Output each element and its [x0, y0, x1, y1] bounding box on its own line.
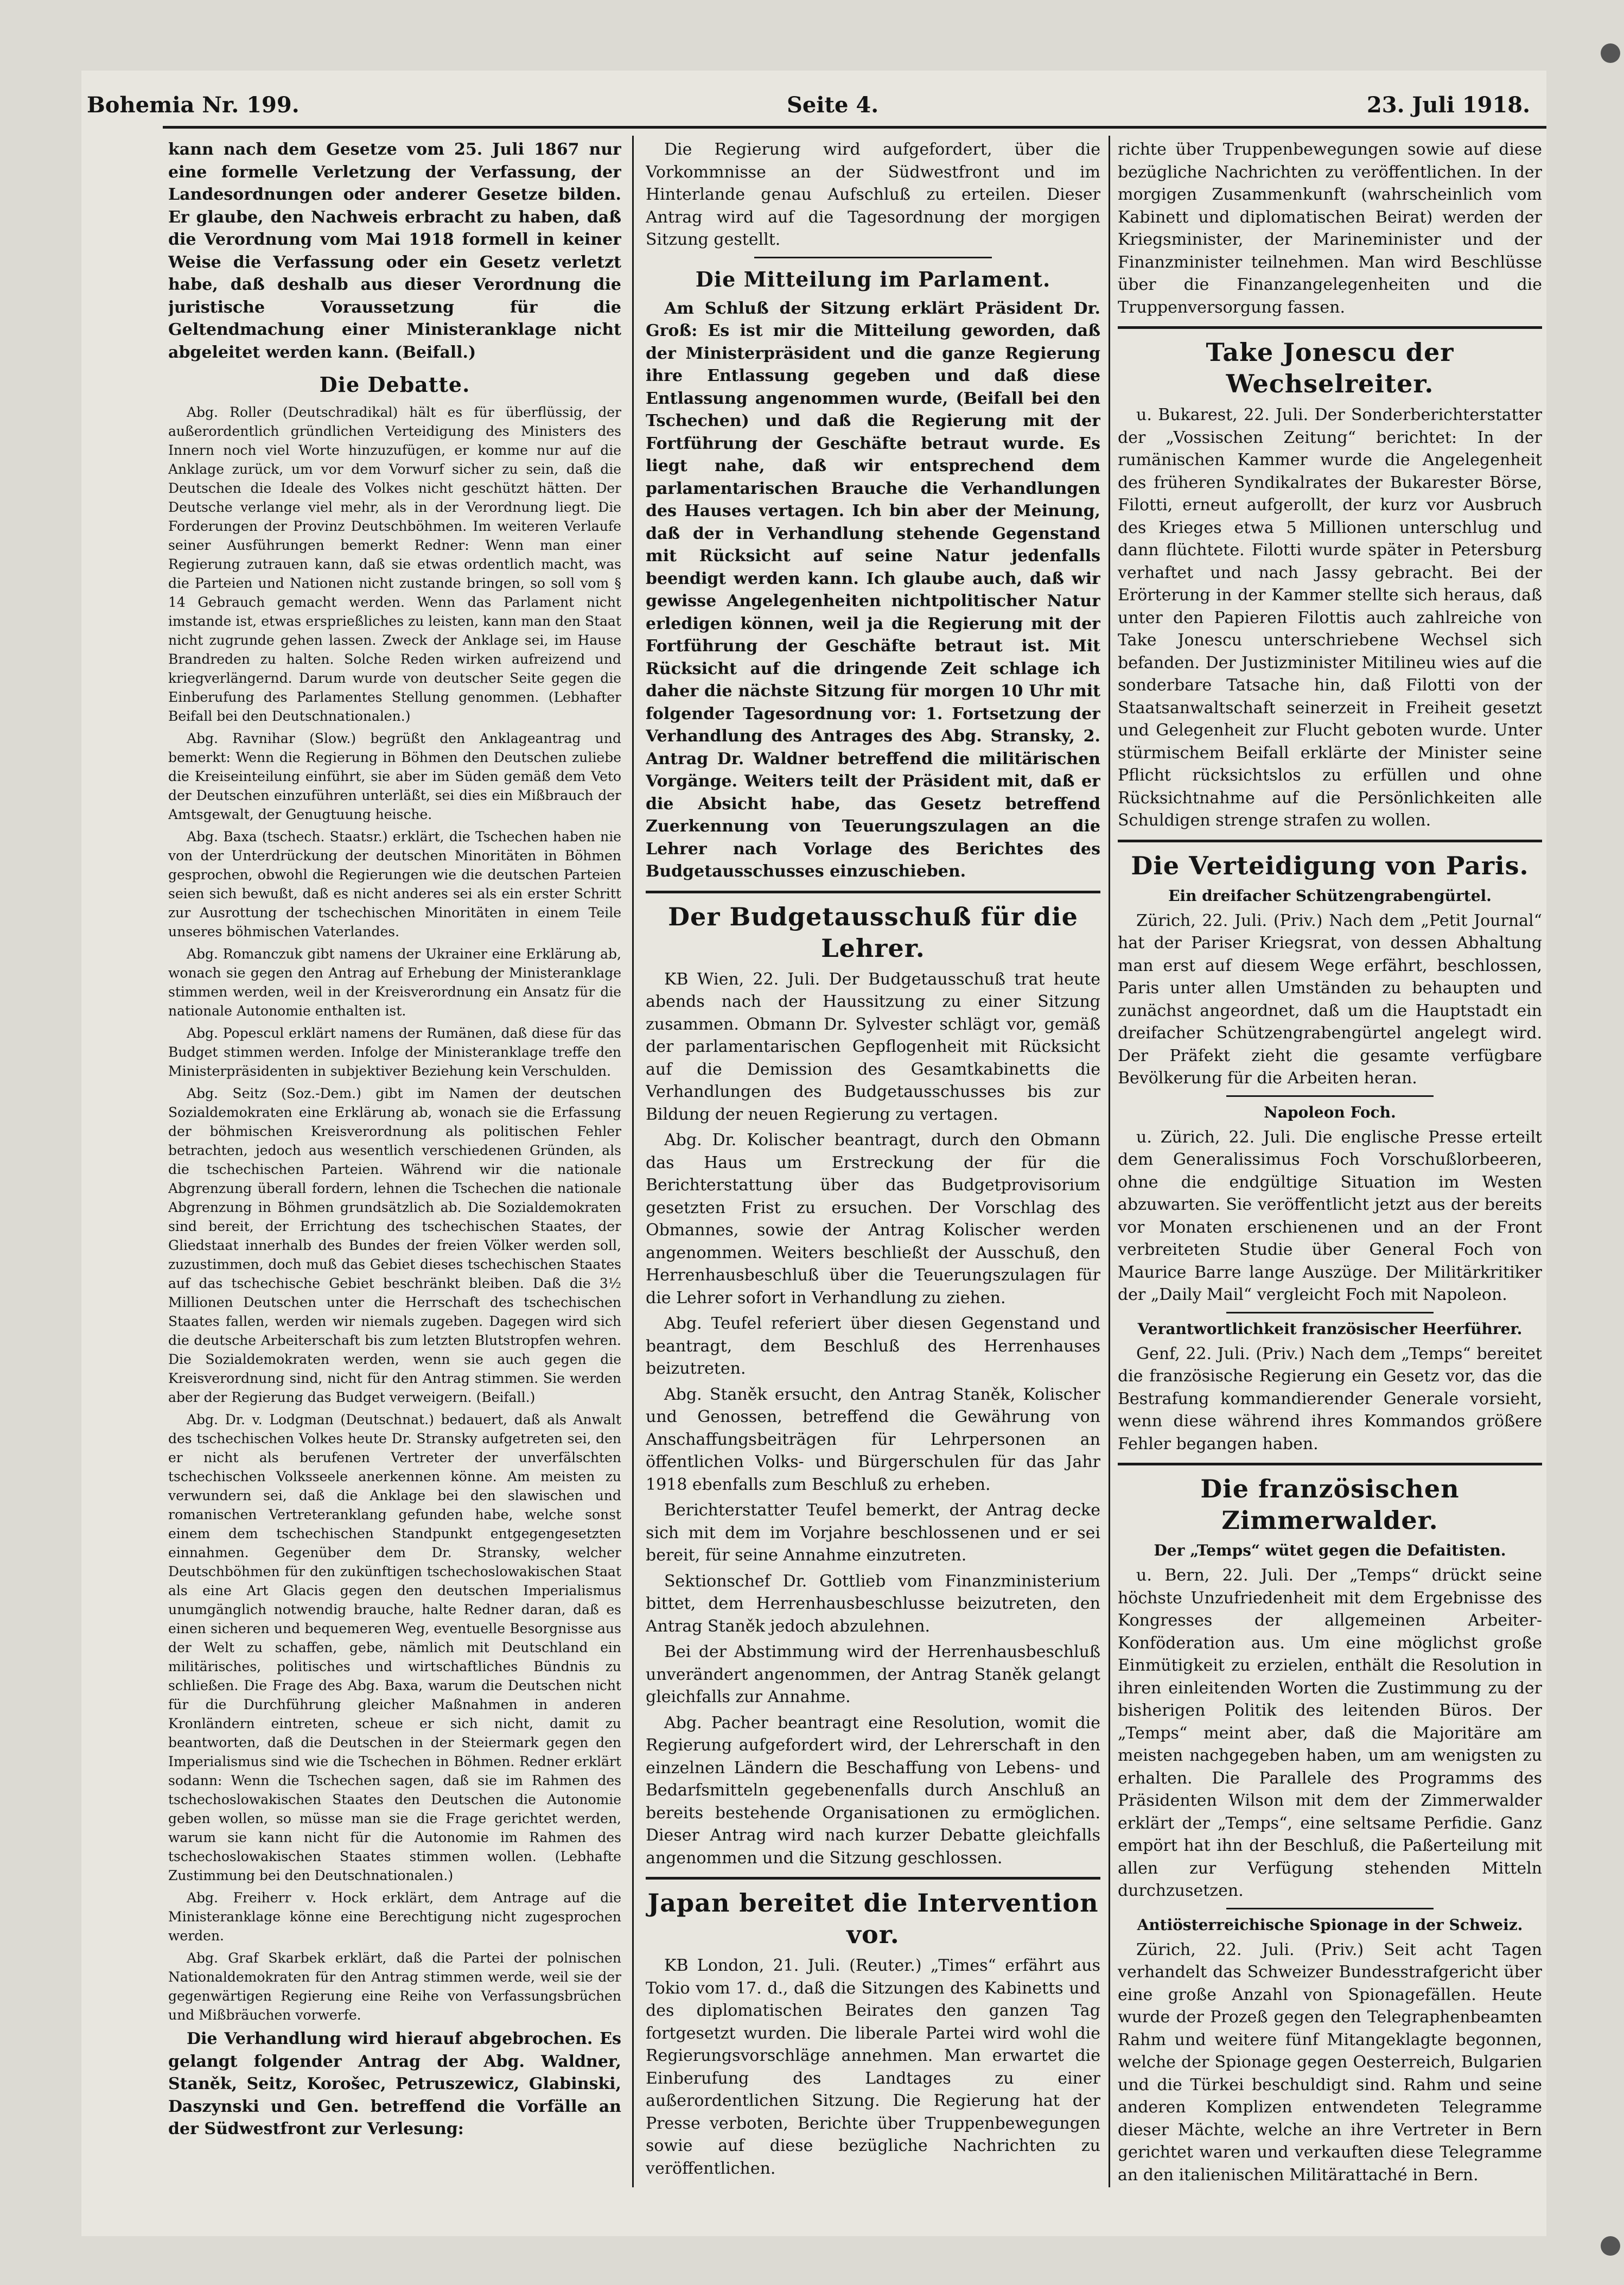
spionage-body: Zürich, 22. Juli. (Priv.) Seit acht Tagen verhandelt das Schweizer Bundesstrafgericht über eine große Anzahl von Spionagefällen. Heute wurde der Prozeß gegen den Telegraphenbeamten Rahm und weitere fünf Mitangeklagte begonnen, welche der Spionage gegen Oesterreich, Bulgarien und die Türkei beschuldigt sind. Rahm und seine anderen Komplizen entwendeten Telegramme dieser Mächte, welche an ihre Vertreter in Bern gerichtet waren und verkauften diese Telegramme an den italienischen Militärattaché in Bern. — [1118, 1940, 1542, 2185]
mitteilung-headline: Die Mitteilung im Parlament. — [695, 266, 1051, 291]
budget-headline: Der Budgetausschuß für die Lehrer. — [668, 902, 1078, 963]
section-divider — [1118, 1463, 1542, 1465]
masthead-issue: Bohemia Nr. 199. — [87, 92, 300, 118]
speech-romanczuk: Abg. Romanczuk gibt namens der Ukrainer eine Erklärung ab, wonach sie gegen den Antrag auf Erhebung der Ministeranklage stimmen werden, weil in der Kreisverordnung ein Ansatz für die nationale Autonomie enthalten ist. — [168, 946, 621, 1019]
verantwortlichkeit-body: Genf, 22. Juli. (Priv.) Nach dem „Temps“ bereitet die französische Regierung ein Gesetz vor, das die Bestrafung kommandierender Generale vorsieht, wenn diese während ihres Kommandos größere Fehler begangen haben. — [1118, 1344, 1542, 1453]
take-jonescu-body: u. Bukarest, 22. Juli. Der Sonderberichterstatter der „Vossischen Zeitung“ berichtet: In der rumänischen Kammer wurde die Angelegenheit des früheren Syndikalrates der Bukarester Börse, Filotti, erneut aufgerollt, der kurz vor Ausbruch des Krieges etwa 5 Millionen unterschlug und dann flüchtete. Filotti wurde später in Petersburg verhaftet und nach Jassy gebracht. Bei der Erörterung in der Kammer stellte sich heraus, daß unter den Papieren Filottis auch zahlreiche von Take Jonescu unterschriebene Wechsel sich befanden. Der Justizminister Mitilineu wies auf die sonderbare Tatsache hin, daß Filotti von der Staatsanwaltschaft seinerzeit in Freiheit gesetzt und Gelegenheit zur Flucht geboten wurde. Unter stürmischem Beifall erklärte der Minister seine Pflicht rücksichtslos zu erfüllen und ohne Rücksichtnahme auf die Persönlichkeiten alle Schuldigen strenge strafen zu wollen. — [1118, 405, 1542, 830]
antrag-text: Die Regierung wird aufgefordert, über die Vorkommnisse an der Südwestfront und im Hinterlande genau Aufschluß zu erteilen. Dieser Antrag wird auf die Tagesordnung der morgigen Sitzung gestellt. — [646, 140, 1100, 249]
binding-hole-top — [1601, 43, 1620, 63]
zimmerwalder-headline: Die französischen Zimmerwalder. — [1200, 1474, 1460, 1535]
column-1 — [168, 138, 621, 2185]
verhandlung-closing: Die Verhandlung wird hierauf abgebrochen. Es gelangt folgender Antrag der Abg. Waldner, Staněk, Seitz, Korošec, Petruszewicz, Glabinski, Daszynski und Gen. betreffend die Vorfälle an der Südwestfront zur Verlesung: — [168, 2029, 621, 2138]
budget-paragraph: Abg. Teufel referiert über diesen Gegenstand und beantragt, dem Beschluß des Herrenhauses beizutreten. — [646, 1314, 1100, 1378]
foch-body: u. Zürich, 22. Juli. Die englische Presse erteilt dem Generalissimus Foch Vorschußlorbeeren, ohne die endgültige Situation im Westen abzuwarten. Sie veröffentlicht jetzt aus der bereits vor Monaten erschienenen und an der Front verbreiteten Studie über General Foch von Maurice Barre lange Auszüge. Der Militärkritiker der „Daily Mail“ vergleicht Foch mit Napoleon. — [1118, 1127, 1542, 1304]
speech-ravnihar: Abg. Ravnihar (Slow.) begrüßt den Anklageantrag und bemerkt: Wenn die Regierung in Böhmen den Deutschen zuliebe die Kreiseinteilung einführt, sie aber im Süden gemäß dem Veto der Deutschen einzuführen unterläßt, sei dies ein Mißbrauch der Amtsgewalt, der Genugtuung heische. — [168, 731, 621, 822]
japan-continuation: richte über Truppenbewegungen sowie auf diese bezügliche Nachrichten zu veröffentlichen. In der morgigen Zusammenkunft (wahrscheinlich vom Kabinett und diplomatischen Beirat) werden der Kriegsminister, der Marineminister und der Finanzminister teilnehmen. Man wird Beschlüsse über die Finanzangelegenheiten und die Truppenversorgung fassen. — [1118, 140, 1542, 317]
zimmerwalder-body: u. Bern, 22. Juli. Der „Temps“ drückt seine höchste Unzufriedenheit mit dem Ergebnisse des Kongresses der allgemeinen Arbeiter-Konföderation aus. Um eine möglichst große Einmütigkeit zu erzielen, enthält die Resolution in ihren einleitenden Worten die Zustimmung zu der bisherigen Politik des leitenden Büros. Der „Temps“ meint aber, daß die Majoritäre am meisten nachgegeben haben, um am wenigsten zu erhalten. Die Parallele des Programms des Präsidenten Wilson mit dem der Zimmerwalder erklärt der „Temps“, eine seltsame Perfidie. Ganz empört hat ihn der Beschluß, die Paßerteilung mit allen zur Verfügung stehenden Mitteln durchzusetzen. — [1118, 1566, 1542, 1900]
budget-paragraph: Abg. Dr. Kolischer beantragt, durch den Obmann das Haus um Erstreckung der für die Berichterstattung über das Budgetprovisorium gesetzten Frist zu ersuchen. Der Vorschlag des Obmannes, sowie der Antrag Kolischer werden angenommen. Weiters beschließt der Ausschuß, den Herrenhausbeschluß über die Teuerungszulagen für die Lehrer sofort in Verhandlung zu ziehen. — [646, 1131, 1100, 1307]
paris-headline: Die Verteidigung von Paris. — [1131, 850, 1529, 880]
verantwortlichkeit-headline: Verantwortlichkeit französischer Heerführer. — [1137, 1319, 1523, 1338]
section-divider — [1226, 1095, 1434, 1097]
zimmerwalder-subheadline: Der „Temps“ wütet gegen die Defaitisten. — [1154, 1541, 1506, 1559]
speech-lodgman: Abg. Dr. v. Lodgman (Deutschnat.) bedauert, daß als Anwalt des tschechischen Volkes heute Dr. Stransky aufgetreten sei, den er nicht als berufenen Vertreter der unverfälschten tschechischen Volksseele anerkennen könne. Am meisten zu verwundern sei, daß die Anklage bei den slawischen und romanischen Vertreteranklang gefunden habe, welche sonst einem dem tschechischen Standpunkt entgegengesetzten einnahmen. Gegenüber dem Dr. Stransky, welcher Deutschböhmen für den zukünftigen tschechoslowakischen Staat als eine Art Glacis gegen den deutschen Imperialismus unumgänglich notwendig brauche, halte Redner daran, daß es einen sicheren und bequemeren Weg, eventuelle Besorgnisse aus der Welt zu schaffen, gebe, nämlich mit Deutschland ein militärisches, politisches und wirtschaftliches Bündnis zu schließen. Die Frage des Abg. Baxa, warum die Deutschen nicht für die Durchführung gleicher Maßnahmen in anderen Kronländern eintreten, scheue er sich nicht, damit zu beantworten, daß die Deutschen in der Steiermark gegen den Imperialismus sind wie die Tschechen in Böhmen. Redner erklärt sodann: Wenn die Tschechen sagen, daß sie im Rahmen des tschechoslowakischen Staates den Deutschen die Autonomie geben wollen, so müsse man sie die Frage gerichtet werden, warum sie kann nicht für die Autonomie im Rahmen des tschechoslowakischen Staates stimmen wollen. (Lebhafte Zustimmung bei den Deutschnationalen.) — [168, 1412, 621, 1883]
paris-subheadline: Ein dreifacher Schützengrabengürtel. — [1168, 886, 1492, 905]
column-3 — [1118, 138, 1542, 2185]
section-divider — [1226, 1312, 1434, 1313]
debatte-headline: Die Debatte. — [319, 372, 470, 397]
article-continuation: kann nach dem Gesetze vom 25. Juli 1867 nur eine formelle Verletzung der Verfassung, der Landesordnungen oder anderer Gesetze bilden. Er glaube, den Nachweis erbracht zu haben, daß die Verordnung vom Mai 1918 formell in keiner Weise die Verfassung oder ein Gesetz verletzt habe, daß deshalb aus dieser Verordnung die juristische Voraussetzung für die Geltendmachung einer Ministeranklage nicht abgeleitet werden kann. (Beifall.) — [168, 140, 621, 362]
speech-roller: Abg. Roller (Deutschradikal) hält es für überflüssig, der außerordentlich gründlichen Verteidigung des Ministers des Innern noch viel Worte hinzuzufügen, er komme nur auf die Anklage zurück, um vor dem Vorwurf sicher zu sein, daß die Deutschen die Ideale des Volkes nicht geschützt hätten. Der Deutsche verlange viel mehr, als in der Verordnung liegt. Die Forderungen der Provinz Deutschböhmen. Im weiteren Verlaufe seiner Ausführungen bemerkt Redner: Wenn man einer Regierung zutrauen kann, daß sie etwas ordentlich macht, was die Parteien und Nationen nicht zustande bringen, so soll vom § 14 Gebrauch gemacht werden. Wenn das Parlament nicht imstande ist, etwas ersprießliches zu leisten, kann man den Staat nicht zugrunde gehen lassen. Zweck der Anklage sei, im Hause Brandreden zu halten. Solche Reden wirken aufreizend und kriegverlängernd. Darum wurde von deutscher Seite gegen die Einberufung des Parlamentes Stellung genommen. (Lebhafter Beifall bei den Deutschnationalen.) — [168, 404, 621, 724]
issue-date: 23. Juli 1918. — [1366, 92, 1530, 118]
japan-headline: Japan bereitet die Intervention vor. — [647, 1888, 1099, 1949]
speech-skarbek: Abg. Graf Skarbek erklärt, daß die Partei der polnischen Nationaldemokraten für den Antrag stimmen werde, weil sie der gegenwärtigen Regierung eine Reihe von Verfassungsbrüchen und Mißbräuchen vorwerfe. — [168, 1950, 621, 2023]
budget-paragraph: Abg. Pacher beantragt eine Resolution, womit die Regierung aufgefordert wird, der Lehrerschaft in den einzelnen Ländern die Beschaffung von Lebens- und Bedarfsmitteln gegebenenfalls durch Anschluß an bereits bestehende Organisationen zu ermöglichen. Dieser Antrag wird nach kurzer Debatte gleichfalls angenommen und die Sitzung geschlossen. — [646, 1713, 1100, 1868]
page-number: Seite 4. — [787, 92, 879, 118]
budget-paragraph: Berichterstatter Teufel bemerkt, der Antrag decke sich mit dem im Vorjahre beschlossenen und er sei bereit, für seine Annahme einzutreten. — [646, 1501, 1100, 1565]
section-divider — [646, 1877, 1100, 1880]
column-divider-2 — [1109, 136, 1110, 2187]
section-divider — [1118, 840, 1542, 842]
take-jonescu-headline: Take Jonescu der Wechselreiter. — [1206, 338, 1454, 398]
page-header — [81, 87, 1546, 130]
speech-popescul: Abg. Popescul erklärt namens der Rumänen, daß diese für das Budget stimmen werden. Infolge der Ministeranklage treffe den Ministerpräsidenten in subjektiver Beziehung kein Verschulden. — [168, 1025, 621, 1079]
section-divider — [754, 257, 992, 258]
japan-body: KB London, 21. Juli. (Reuter.) „Times“ erfährt aus Tokio vom 17. d., daß die Sitzungen des Kabinetts und des diplomatischen Beirates den ganzen Tag fortgesetzt wurden. Die liberale Partei wird wohl die Regierungsvorschläge annehmen. Man erwartet die Einberufung des Landtages zu einer außerordentlichen Sitzung. Die Regierung hat der Presse verboten, Berichte über Truppenbewegungen sowie auf diese bezügliche Nachrichten zu veröffentlichen. — [646, 1956, 1100, 2178]
speech-hock: Abg. Freiherr v. Hock erklärt, dem Antrage auf die Ministeranklage könne eine Berechtigung nicht zugesprochen werden. — [168, 1890, 621, 1944]
budget-paragraph: Bei der Abstimmung wird der Herrenhausbeschluß unverändert angenommen, der Antrag Staněk gelangt gleichfalls zur Annahme. — [646, 1642, 1100, 1706]
foch-headline: Napoleon Foch. — [1264, 1103, 1396, 1121]
speech-baxa: Abg. Baxa (tschech. Staatsr.) erklärt, die Tschechen haben nie von der Unterdrückung der deutschen Minoritäten in Böhmen gesprochen, obwohl die Regierungen wie die deutschen Parteien seien sich bewußt, daß es nicht anderes sei als ein erster Schritt zur Ausrottung der tschechischen Minoritäten in einem Teile unseres böhmischen Vaterlandes. — [168, 829, 621, 940]
section-divider — [1118, 326, 1542, 329]
header-rule — [163, 126, 1546, 129]
column-divider-1 — [632, 136, 634, 2187]
mitteilung-body: Am Schluß der Sitzung erklärt Präsident Dr. Groß: Es ist mir die Mitteilung geworden, daß der Ministerpräsident und die ganze Regierung ihre Entlassung gegeben und daß diese Entlassung angenommen wurde, (Beifall bei den Tschechen) und daß die Regierung mit der Fortführung der Geschäfte betraut wurde. Es liegt nahe, daß wir entsprechend dem parlamentarischen Brauche die Verhandlungen des Hauses vertagen. Ich bin aber der Meinung, daß der in Verhandlung stehende Gegenstand mit Rücksicht auf seine Natur jedenfalls beendigt werden kann. Ich glaube auch, daß wir gewisse Angelegenheiten nichtpolitischer Natur erledigen können, weil ja die Regierung mit der Fortführung der Geschäfte betraut ist. Mit Rücksicht auf die dringende Zeit schlage ich daher die nächste Sitzung für morgen 10 Uhr mit folgender Tagesordnung vor: 1. Fortsetzung der Verhandlung des Antrages des Abg. Stransky, 2. Antrag Dr. Waldner betreffend die militärischen Vorgänge. Weiters teilt der Präsident mit, daß er die Absicht habe, das Gesetz betreffend Zuerkennung von Teuerungszulagen an die Lehrer nach Vorlage des Berichtes des Budgetausschusses einzuschieben. — [646, 299, 1100, 881]
speech-seitz: Abg. Seitz (Soz.-Dem.) gibt im Namen der deutschen Sozialdemokraten eine Erklärung ab, wonach sie die Erfassung der böhmischen Kreisverordnung als politischen Fehler betrachten, jedoch aus wesentlich verschiedenen Gründen, als die tschechischen Parteien. Während wir die nationale Abgrenzung überall fordern, lehnen die Tschechen die nationale Abgrenzung in Böhmen grundsätzlich ab. Die Sozialdemokraten sind bereit, der Errichtung des tschechischen Staates, der Gliedstaat innerhalb des Bundes der freien Völker werden soll, zuzustimmen, doch muß das Gebiet dieses tschechischen Staates auf das tschechische Gebiet beschränkt bleiben. Daß die 3½ Millionen Deutschen unter die Herrschaft des tschechischen Staates fallen, werden wir niemals zugeben. Dagegen wird sich die deutsche Arbeiterschaft bis zum letzten Blutstropfen wehren. Die Sozialdemokraten werden, wenn sie auch gegen die Kreisverordnung sind, nicht für den Antrag stimmen. Sie werden aber der Regierung das Budget verweigern. (Beifall.) — [168, 1086, 621, 1405]
budget-paragraph: KB Wien, 22. Juli. Der Budgetausschuß trat heute abends nach der Haussitzung zu einer Sitzung zusammen. Obmann Dr. Sylvester schlägt vor, gemäß der parlamentarischen Gepflogenheit mit Rücksicht auf die Demission des Gesamtkabinetts die Verhandlungen des Budgetausschusses bis zur Bildung der neuen Regierung zu vertagen. — [646, 969, 1100, 1124]
section-divider — [1226, 1908, 1434, 1909]
paris-body: Zürich, 22. Juli. (Priv.) Nach dem „Petit Journal“ hat der Pariser Kriegsrat, von dessen Abhaltung man erst auf diesem Wege erfährt, beschlossen, Paris unter allen Umständen zu behaupten und zunächst angeordnet, daß um die Hauptstadt ein dreifacher Schützengrabengürtel angelegt wird. Der Präfekt zieht die gesamte verfügbare Bevölkerung für die Arbeiten heran. — [1118, 911, 1542, 1088]
section-divider — [646, 891, 1100, 893]
binding-hole-bottom — [1601, 2236, 1620, 2256]
spionage-headline: Antiösterreichische Spionage in der Schweiz. — [1137, 1915, 1523, 1934]
budget-paragraph: Sektionschef Dr. Gottlieb vom Finanzministerium bittet, dem Herrenhausbeschlusse beizutreten, den Antrag Staněk jedoch abzulehnen. — [646, 1571, 1100, 1636]
column-2 — [646, 138, 1100, 2185]
budget-paragraph: Abg. Staněk ersucht, den Antrag Staněk, Kolischer und Genossen, betreffend die Gewährung von Anschaffungsbeiträgen für Lehrpersonen an öffentlichen Volks- und Bürgerschulen für das Jahr 1918 ebenfalls zum Beschluß zu erheben. — [646, 1385, 1100, 1494]
